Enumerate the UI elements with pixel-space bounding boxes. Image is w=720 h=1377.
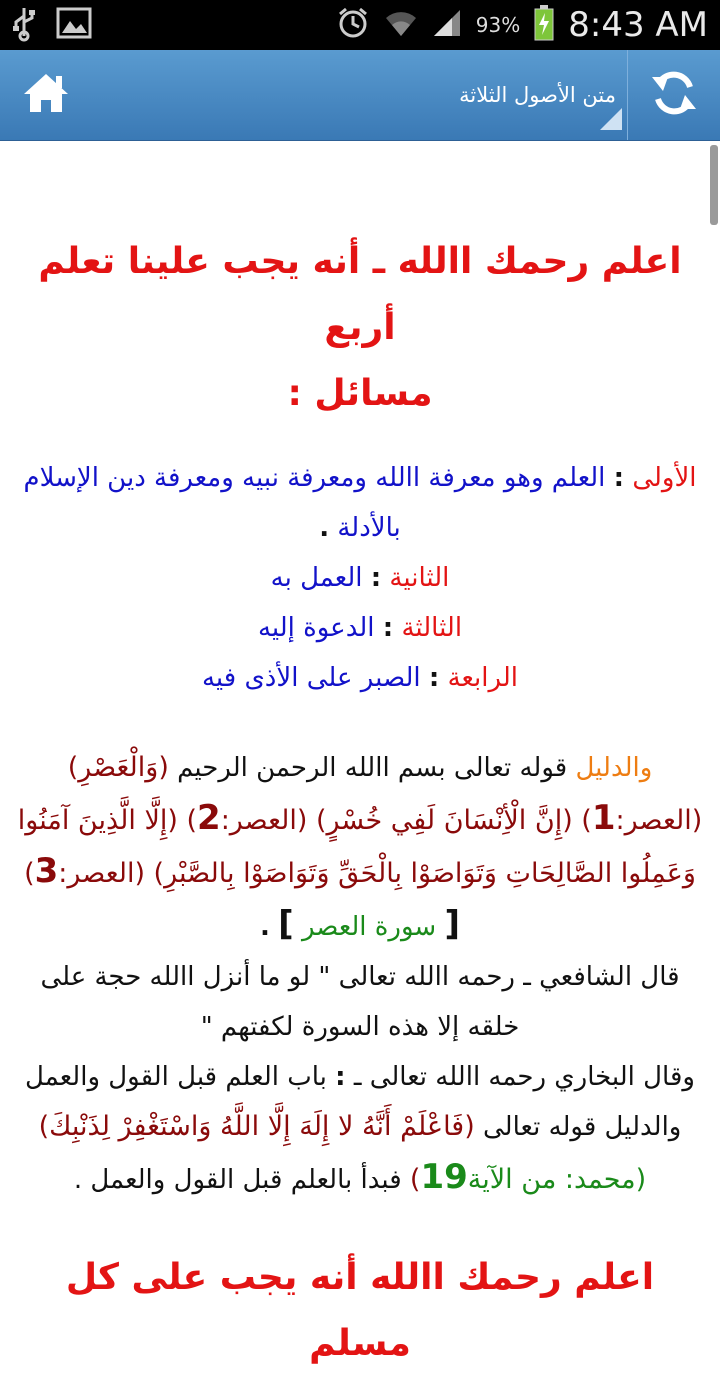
battery-percent: 93%: [475, 13, 521, 37]
image-icon: [56, 7, 92, 43]
refresh-button[interactable]: [627, 50, 720, 140]
ayah-2-number: 2: [197, 798, 221, 838]
scrollbar[interactable]: [710, 145, 718, 225]
label-fourth: الرابعة: [447, 663, 519, 693]
surah-bracket-close: ]: [278, 904, 294, 944]
title-spinner[interactable]: [459, 50, 616, 140]
matter-second: [16, 553, 704, 603]
spinner-arrow-icon: [600, 108, 622, 130]
text-third: الدعوة إليه: [257, 613, 375, 643]
ayah-4-reference: (محمد: من الآية: [467, 1164, 647, 1195]
text-second: العمل به: [270, 563, 363, 593]
home-button[interactable]: [0, 50, 92, 140]
clock: 8:43 AM: [568, 5, 708, 45]
heading-four-matters: [20, 229, 700, 427]
period: .: [259, 912, 270, 942]
evidence-paragraph: [16, 743, 704, 952]
wifi-icon: [384, 8, 418, 42]
colon: :: [335, 1062, 346, 1092]
ayah-4-close: ): [409, 1164, 421, 1195]
bukhari-text: باب العلم قبل القول والعمل والدليل قوله تعالى: [25, 1062, 682, 1142]
ayah-4-number: 19: [420, 1157, 468, 1197]
status-bar: [0, 0, 720, 50]
ayah-4: (فَاعْلَمْ أَنَّهُ لا إِلَهَ إِلَّا اللَّهُ وَاسْتَغْفِرْ لِذَنْبِكَ): [38, 1111, 475, 1142]
ayah-3-close: ): [24, 858, 35, 889]
ayah-1-number: 1: [591, 798, 616, 838]
text-first: العلم وهو معرفة االله ومعرفة نبيه ومعرفة دين الإسلام بالأدلة: [23, 463, 606, 543]
ayah-3: ) (إِلَّا الَّذِينَ آمَنُوا وَعَمِلُوا الصَّالِحَاتِ وَتَوَاصَوْا بِالْحَقِّ وَتَوَاصَوْا بِالصَّبْرِ) (العصر:: [17, 805, 696, 889]
refresh-icon: [650, 69, 698, 121]
heading-line-2: مسائل :: [287, 373, 433, 414]
evidence-label: والدليل: [575, 753, 653, 783]
ayah-2: ) (إِنَّ الْأِنْسَانَ لَفِي خُسْرٍ) (العصر:: [220, 805, 592, 836]
page-title: متن الأصول الثلاثة: [459, 83, 616, 107]
colon: :: [428, 663, 440, 693]
content-area[interactable]: [0, 141, 720, 1364]
signal-icon: [432, 8, 462, 42]
alarm-icon: [336, 6, 370, 44]
usb-icon: [10, 6, 38, 44]
colon: :: [613, 463, 625, 493]
battery-charging-icon: [534, 5, 554, 45]
label-third: الثالثة: [401, 613, 463, 643]
text-fourth: الصبر على الأذى فيه: [201, 663, 421, 693]
evidence-intro: قوله تعالى بسم االله الرحمن الرحيم: [177, 753, 568, 783]
colon: :: [370, 563, 382, 593]
label-first: الأولى: [632, 463, 697, 493]
home-icon: [21, 70, 71, 120]
bukhari-paragraph: [16, 1052, 704, 1205]
heading-every-muslim: اعلم رحمك االله أنه يجب على كل مسلم: [65, 1257, 655, 1364]
label-second: الثانية: [389, 563, 450, 593]
matter-third: [16, 603, 704, 653]
bukhari-intro: وقال البخاري رحمه االله تعالى ـ: [353, 1062, 695, 1092]
matter-first: [16, 453, 704, 553]
ayah-3-number: 3: [34, 851, 59, 891]
action-bar: [0, 50, 720, 141]
bukhari-conclusion: فبدأ بالعلم قبل القول والعمل .: [73, 1165, 402, 1195]
matter-fourth: [16, 653, 704, 703]
heading-line-1: اعلم رحمك االله ـ أنه يجب علينا تعلم أربع: [38, 241, 682, 348]
surah-name: سورة العصر: [301, 912, 437, 942]
surah-bracket-open: [: [444, 904, 461, 944]
colon: :: [382, 613, 394, 643]
shafii-quote: قال الشافعي ـ رحمه االله تعالى " لو ما أنزل االله حجة على خلقه إلا هذه السورة لكفتهم ": [40, 962, 680, 1042]
ayah-1: (وَالْعَصْرِ) (العصر:: [67, 752, 703, 836]
period: .: [319, 513, 330, 543]
